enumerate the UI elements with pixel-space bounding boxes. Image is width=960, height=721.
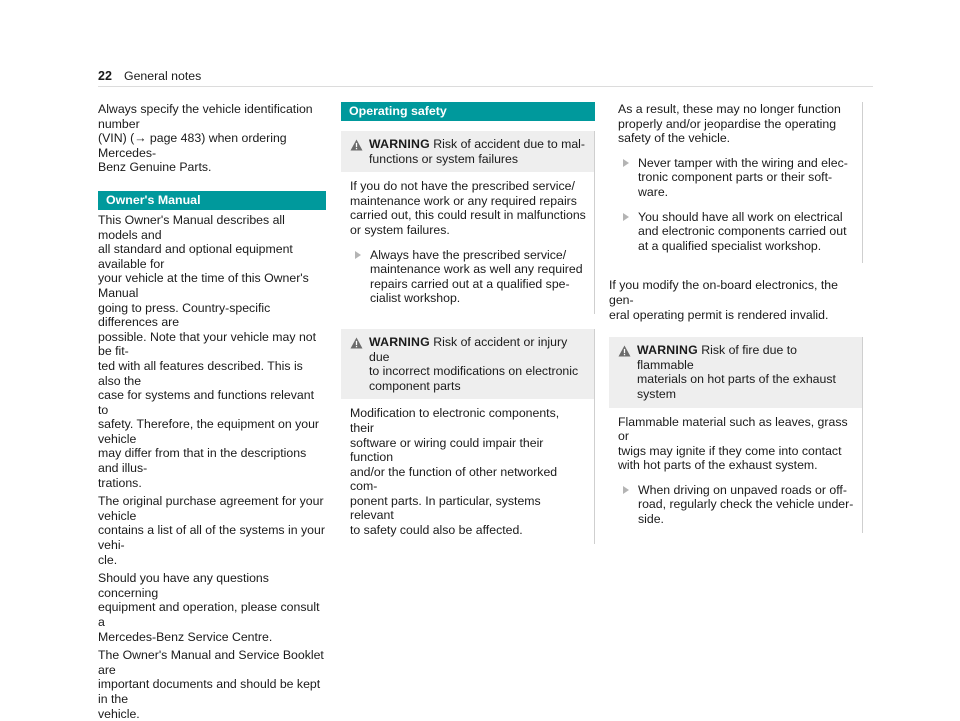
paragraph: This Owner's Manual describes all models and all standard and optional equipment available for your vehicle at the time of this Owner's Manual going to press. Country-specific differences are possible. Note that your vehicle may not be fit- ted with all features described. This is also the case for systems and functions relevant to safety. Therefore, the equipment on your vehicle may differ from that in the descriptions and illus- trations. — [98, 212, 320, 490]
page-header-title: General notes — [124, 69, 202, 83]
warning-text: Risk of accident due to mal- — [433, 137, 585, 151]
column-3 — [609, 102, 863, 533]
warning-text: system — [637, 386, 676, 401]
section-title-operating-safety: Operating safety — [341, 102, 595, 121]
intro-paragraph: Always specify the vehicle identification number (VIN) (→ page 483) when ordering Mercedes- Benz Genuine Parts. — [98, 102, 313, 175]
header-divider — [98, 86, 873, 87]
arrow-bullet-icon — [355, 251, 361, 259]
warning-label: WARNING — [369, 334, 430, 349]
warning-text: materials on hot parts of the exhaust — [637, 372, 836, 387]
warning-text: component parts — [369, 378, 461, 393]
warning-body: If you do not have the prescribed service/ maintenance work or any required repairs carried out, this could result in malfunctions or system failures. Always have the prescribed service/ maintenance work as well any required repairs carried out at a qualified spe- cialist workshop. — [350, 179, 586, 306]
list-item: When driving on unpaved roads or off- road, regularly check the vehicle under- side. — [618, 483, 854, 527]
warning-body: Modification to electronic components, their software or wiring could impair their function and/or the function of other networked com- ponent parts. In particular, systems relevant to safety could also be affected. — [350, 406, 560, 538]
arrow-bullet-icon — [623, 159, 629, 167]
arrow-bullet-icon — [623, 486, 629, 494]
warning-header — [609, 337, 862, 407]
warning-header — [341, 329, 594, 399]
warning-body: Flammable material such as leaves, grass or twigs may ignite if they come into contact with hot parts of the exhaust system. When driving on unpaved roads or off- road, regularly check the vehicle under- side. — [618, 414, 854, 527]
paragraph: The original purchase agreement for your vehicle contains a list of all of the systems in your vehi- cle. — [98, 494, 325, 567]
warning-box — [609, 337, 863, 533]
list-item: Never tamper with the wiring and elec- tronic component parts or their soft- ware. — [618, 156, 854, 200]
warning-label: WARNING — [369, 137, 430, 151]
warning-body: As a result, these may no longer function properly and/or jeopardise the operating safety of the vehicle. Never tamper with the wiring and elec- tronic component parts or their soft- ware. You should have all work on electrical and electronic components carried out at a qualified specialist workshop. — [618, 102, 854, 253]
page-number: 22 — [98, 69, 112, 83]
paragraph: If you modify the on-board electronics, the gen- eral operating permit is rendered invalid. — [609, 278, 838, 322]
warning-text: Risk of accident or injury due — [369, 334, 568, 364]
arrow-bullet-icon — [623, 213, 629, 221]
warning-box — [341, 131, 595, 314]
column-2 — [341, 102, 595, 544]
warning-triangle-icon — [350, 337, 363, 349]
list-item: You should have all work on electrical and electronic components carried out at a qualified specialist workshop. — [618, 210, 854, 254]
paragraph: Should you have any questions concerning equipment and operation, please consult a Mercedes-Benz Service Centre. — [98, 571, 320, 644]
warning-text: Risk of fire due to flammable — [637, 343, 797, 372]
warning-label: WARNING — [637, 343, 698, 358]
warning-text: functions or system failures — [369, 151, 518, 166]
warning-text: to incorrect modifications on electronic — [369, 364, 579, 379]
column-1 — [98, 102, 326, 721]
warning-box-continued — [609, 102, 863, 263]
warning-triangle-icon — [618, 345, 631, 357]
warning-triangle-icon — [350, 139, 363, 151]
section-title-owners-manual: Owner's Manual — [98, 191, 326, 210]
warning-header — [341, 131, 594, 172]
warning-box — [341, 329, 595, 544]
paragraph: The Owner's Manual and Service Booklet are important documents and should be kept in the vehicle. — [98, 648, 324, 721]
list-item: Always have the prescribed service/ maintenance work as well any required repairs carried out at a qualified spe- cialist workshop. — [350, 248, 586, 306]
